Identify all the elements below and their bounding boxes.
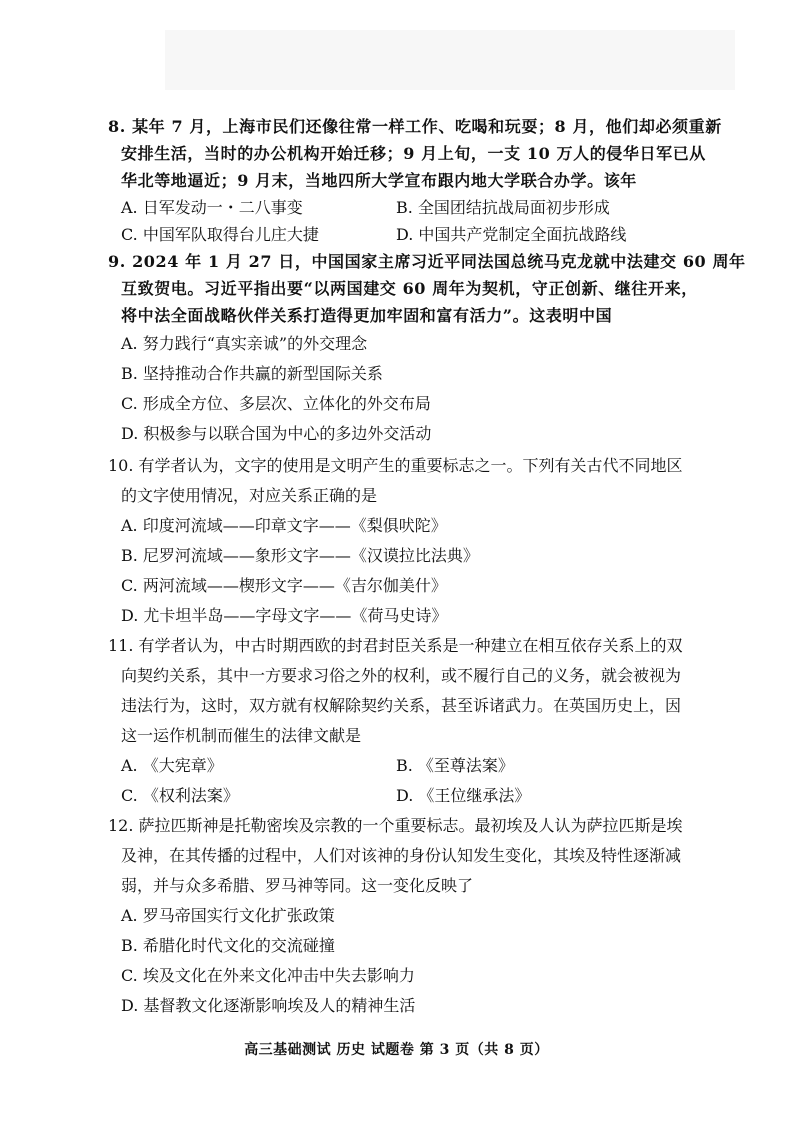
- option-d[interactable]: D. 基督教文化逐渐影响埃及人的精神生活: [121, 996, 416, 1015]
- question-11-options-row-2: [108, 781, 698, 811]
- question-12-line-2: 及神，在其传播的过程中，人们对该神的身份认知发生变化，其埃及特性逐渐减: [121, 846, 682, 865]
- question-11-line-4: 这一运作机制而催生的法律文献是: [121, 726, 362, 745]
- question-8-line-3: 华北等地逼近；9 月末，当地四所大学宣布跟内地大学联合办学。该年: [121, 171, 637, 190]
- option-d[interactable]: D. 中国共产党制定全面抗战路线: [396, 225, 627, 244]
- question-12-line-1: 12. 萨拉匹斯神是托勒密埃及宗教的一个重要标志。最初埃及人认为萨拉匹斯是埃: [108, 816, 683, 835]
- question-11-line-1: 11. 有学者认为，中古时期西欧的封君封臣关系是一种建立在相互依存关系上的双: [108, 636, 683, 655]
- question-9-line-3: 将中法全面战略伙伴关系打造得更加牢固和富有活力”。这表明中国: [121, 306, 613, 325]
- question-10-line-1: 10. 有学者认为，文字的使用是文明产生的重要标志之一。下列有关古代不同地区: [108, 456, 683, 475]
- page-footer: 高三基础测试 历史 试题卷 第 3 页（共 8 页）: [244, 1042, 549, 1058]
- question-10: [108, 451, 698, 631]
- question-11-options-row-1: [108, 751, 698, 781]
- option-a[interactable]: A. 罗马帝国实行文化扩张政策: [121, 906, 335, 925]
- question-12-line-3: 弱，并与众多希腊、罗马神等同。这一变化反映了: [121, 876, 474, 895]
- header-smudge: [165, 30, 735, 90]
- question-8: [108, 113, 722, 248]
- option-d[interactable]: D. 《王位继承法》: [396, 786, 531, 805]
- option-a[interactable]: A. 日军发动一・二八事变: [121, 198, 303, 217]
- question-11-line-2: 向契约关系，其中一方要求习俗之外的权利，或不履行自己的义务，就会被视为: [121, 666, 682, 685]
- question-8-options-row-1: [108, 194, 698, 221]
- option-a[interactable]: A. 印度河流域——印章文字——《梨俱吠陀》: [121, 516, 447, 535]
- question-8-options-row-2: [108, 221, 698, 248]
- question-10-line-2: 的文字使用情况，对应关系正确的是: [121, 486, 378, 505]
- option-c[interactable]: C. 两河流域——楔形文字——《吉尔伽美什》: [121, 576, 447, 595]
- option-a[interactable]: A. 《大宪章》: [121, 756, 223, 775]
- option-b[interactable]: B. 坚持推动合作共赢的新型国际关系: [121, 364, 383, 383]
- question-9: [108, 248, 746, 449]
- option-b[interactable]: B. 希腊化时代文化的交流碰撞: [121, 936, 335, 955]
- question-11-line-3: 违法行为，这时，双方就有权解除契约关系，甚至诉诸武力。在英国历史上，因: [121, 696, 682, 715]
- question-11: [108, 631, 698, 811]
- question-9-line-2: 互致贺电。习近平指出要“以两国建交 60 周年为契机，守正创新、继往开来，: [121, 279, 698, 298]
- option-d[interactable]: D. 积极参与以联合国为中心的多边外交活动: [121, 424, 432, 443]
- option-c[interactable]: C. 《权利法案》: [121, 786, 239, 805]
- question-8-line-2: 安排生活，当时的办公机构开始迁移；9 月上旬，一支 10 万人的侵华日军已从: [121, 144, 706, 163]
- question-8-line-1: 8. 某年 7 月，上海市民们还像往常一样工作、吃喝和玩耍；8 月，他们却必须重新: [108, 117, 722, 136]
- option-c[interactable]: C. 埃及文化在外来文化冲击中失去影响力: [121, 966, 415, 985]
- option-b[interactable]: B. 全国团结抗战局面初步形成: [396, 198, 610, 217]
- option-b[interactable]: B. 《至尊法案》: [396, 756, 514, 775]
- option-c[interactable]: C. 中国军队取得台儿庄大捷: [121, 225, 319, 244]
- question-9-line-1: 9. 2024 年 1 月 27 日，中国国家主席习近平同法国总统马克龙就中法建交 60 周年: [108, 252, 746, 271]
- option-d[interactable]: D. 尤卡坦半岛——字母文字——《荷马史诗》: [121, 606, 448, 625]
- option-a[interactable]: A. 努力践行“真实亲诚”的外交理念: [121, 334, 368, 353]
- question-list: [108, 113, 746, 1021]
- option-b[interactable]: B. 尼罗河流域——象形文字——《汉谟拉比法典》: [121, 546, 479, 565]
- option-c[interactable]: C. 形成全方位、多层次、立体化的外交布局: [121, 394, 431, 413]
- question-12: [108, 811, 698, 1021]
